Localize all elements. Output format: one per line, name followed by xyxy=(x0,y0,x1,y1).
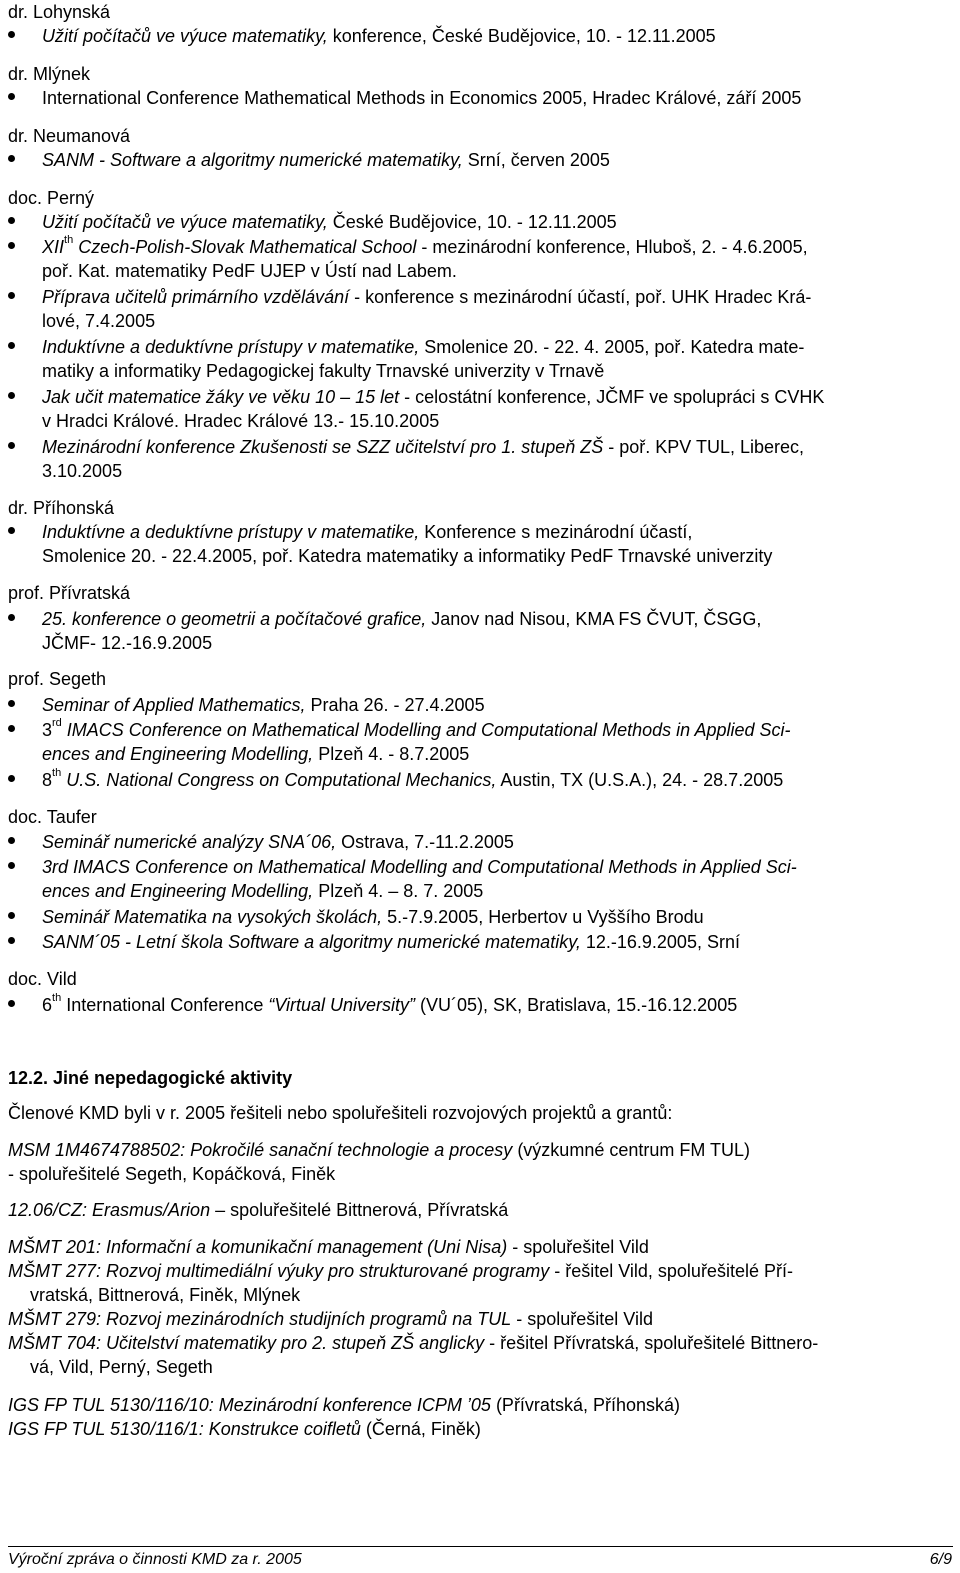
event-details: Plzeň 4. – 8. 7. 2005 xyxy=(313,881,484,901)
list-item xyxy=(42,607,954,655)
project-msmt-277 xyxy=(8,1259,953,1307)
list-item xyxy=(42,830,954,854)
project-igs-1 xyxy=(8,1417,953,1441)
bullet-icon xyxy=(8,775,15,782)
ordinal-suffix: th xyxy=(64,234,74,246)
list-item xyxy=(42,86,954,110)
event-details: Austin, TX (U.S.A.), 24. - 28.7.2005 xyxy=(496,770,784,790)
project-details: (výzkumné centrum FM TUL) xyxy=(512,1140,751,1160)
event-title: Užití počítačů ve výuce matematiky, xyxy=(42,26,328,46)
bullet-icon xyxy=(8,242,15,249)
person-name: doc. Perný xyxy=(8,188,95,208)
project-title: MŠMT 277: Rozvoj multimediální výuky pro strukturované programy xyxy=(8,1261,550,1281)
event-title: Seminář Matematika na vysokých školách, xyxy=(42,907,383,927)
list-item xyxy=(42,768,954,792)
event-details: 5.-7.9.2005, Herbertov u Vyššího Brodu xyxy=(382,907,704,927)
list-item xyxy=(42,285,954,333)
intro-text: Členové KMD byli v r. 2005 řešiteli nebo spoluřešiteli rozvojových projektů a grantů: xyxy=(8,1103,673,1123)
bullet-icon xyxy=(8,392,15,399)
list-item xyxy=(42,993,954,1017)
project-msm xyxy=(8,1138,953,1186)
list-item xyxy=(42,24,954,48)
list-item xyxy=(42,693,954,717)
project-msmt-201 xyxy=(8,1235,953,1259)
list-item xyxy=(42,210,954,234)
event-title: Příprava učitelů primárního vzdělávání xyxy=(42,287,350,307)
list-item xyxy=(42,385,954,433)
person-name: dr. Neumanová xyxy=(8,126,131,146)
project-details: (Přívratská, Příhonská) xyxy=(490,1395,680,1415)
ordinal-number: 6 xyxy=(42,995,53,1015)
list-item xyxy=(42,435,954,483)
event-details: 3.10.2005 xyxy=(42,461,123,481)
project-title: MŠMT 279: Rozvoj mezinárodních studijních programů na TUL xyxy=(8,1309,512,1329)
list-item xyxy=(42,905,954,929)
event-title: U.S. National Congress on Computational Mechanics, xyxy=(61,770,497,790)
event-details: International Conference xyxy=(61,995,269,1015)
bullet-icon xyxy=(8,862,15,869)
event-title: Czech-Polish-Slovak Mathematical School xyxy=(73,237,417,257)
event-details: České Budějovice, 10. - 12.11.2005 xyxy=(327,212,617,232)
project-details: vratská, Bittnerová, Finěk, Mlýnek xyxy=(30,1285,301,1305)
bullet-icon xyxy=(8,292,15,299)
event-details: International Conference Mathematical Methods in Economics 2005, Hradec Králové, září 2005 xyxy=(42,88,802,108)
event-title: ences and Engineering Modelling, xyxy=(42,744,314,764)
section-intro xyxy=(8,1101,953,1125)
event-details: Plzeň 4. - 8.7.2005 xyxy=(313,744,470,764)
event-details: 12.-16.9.2005, Srní xyxy=(580,932,740,952)
ordinal-suffix: th xyxy=(52,992,62,1004)
project-msmt-279 xyxy=(8,1307,953,1331)
project-details: - spoluřešitelé Segeth, Kopáčková, Finěk xyxy=(8,1164,336,1184)
bullet-icon xyxy=(8,442,15,449)
project-igs-10 xyxy=(8,1393,953,1417)
bullet-icon xyxy=(8,725,15,732)
event-details: Janov nad Nisou, KMA FS ČVUT, ČSGG, xyxy=(426,609,762,629)
project-details: (Černá, Finěk) xyxy=(360,1419,481,1439)
event-details: konference, České Budějovice, 10. - 12.11.2005 xyxy=(327,26,716,46)
event-details: - konference s mezinárodní účastí, poř. UHK Hradec Krá- xyxy=(349,287,812,307)
person-name: dr. Příhonská xyxy=(8,498,115,518)
event-details: - celostátní konference, JČMF ve spolupráci s CVHK xyxy=(399,387,825,407)
project-title: MŠMT 704: Učitelství matematiky pro 2. stupeň ZŠ anglicky xyxy=(8,1333,485,1353)
project-details: - řešitel Přívratská, spoluřešitelé Bittnero- xyxy=(484,1333,819,1353)
event-details: JČMF- 12.-16.9.2005 xyxy=(42,633,213,653)
project-title: MŠMT 201: Informační a komunikační management (Uni Nisa) xyxy=(8,1237,508,1257)
list-item xyxy=(42,718,954,766)
project-title: IGS FP TUL 5130/116/1: Konstrukce coifletů xyxy=(8,1419,361,1439)
event-title: Mezinárodní konference Zkušenosti se SZZ učitelství pro 1. stupeň ZŠ xyxy=(42,437,604,457)
bullet-icon xyxy=(8,700,15,707)
list-item xyxy=(42,855,954,903)
event-details: v Hradci Králové. Hradec Králové 13.- 15.10.2005 xyxy=(42,411,440,431)
bullet-icon xyxy=(8,342,15,349)
bullet-icon xyxy=(8,93,15,100)
event-details: Konference s mezinárodní účastí, xyxy=(419,522,693,542)
event-title: “Virtual University” xyxy=(268,995,416,1015)
person-name: doc. Taufer xyxy=(8,807,97,827)
event-title: Užití počítačů ve výuce matematiky, xyxy=(42,212,328,232)
ordinal-number: 8 xyxy=(42,770,53,790)
bullet-icon xyxy=(8,527,15,534)
project-details: – spoluřešitelé Bittnerová, Přívratská xyxy=(210,1200,509,1220)
list-item xyxy=(42,520,954,568)
project-msmt-704 xyxy=(8,1331,953,1379)
person-name: doc. Vild xyxy=(8,969,77,989)
project-title: 12.06/CZ: Erasmus/Arion xyxy=(8,1200,211,1220)
bullet-icon xyxy=(8,155,15,162)
project-erasmus xyxy=(8,1198,953,1222)
event-title: 25. konference o geometrii a počítačové grafice, xyxy=(42,609,427,629)
project-details: - spoluřešitel Vild xyxy=(511,1309,653,1329)
project-title: MSM 1M4674788502: Pokročilé sanační technologie a procesy xyxy=(8,1140,513,1160)
event-title: ences and Engineering Modelling, xyxy=(42,881,314,901)
bullet-icon xyxy=(8,937,15,944)
event-details: Praha 26. - 27.4.2005 xyxy=(305,695,485,715)
bullet-icon xyxy=(8,614,15,621)
person-name: dr. Mlýnek xyxy=(8,64,91,84)
event-details: (VU´05), SK, Bratislava, 15.-16.12.2005 xyxy=(415,995,738,1015)
event-title: Seminar of Applied Mathematics, xyxy=(42,695,306,715)
ordinal-suffix: rd xyxy=(52,717,62,729)
event-title: Jak učit matematice žáky ve věku 10 – 15 let xyxy=(42,387,400,407)
event-details: lové, 7.4.2005 xyxy=(42,311,156,331)
event-title: IMACS Conference on Mathematical Modelling and Computational Methods in Applied Sci- xyxy=(61,720,791,740)
project-details: - řešitel Vild, spoluřešitelé Pří- xyxy=(549,1261,793,1281)
event-title: Seminář numerické analýzy SNA´06, xyxy=(42,832,337,852)
ordinal-number: 3 xyxy=(42,720,53,740)
list-item xyxy=(42,148,954,172)
page-number: 6/9 xyxy=(929,1551,952,1568)
event-details: Ostrava, 7.-11.2.2005 xyxy=(336,832,514,852)
project-title: IGS FP TUL 5130/116/10: Mezinárodní konference ICPM ’05 xyxy=(8,1395,491,1415)
footer-divider xyxy=(8,1546,953,1547)
event-details: poř. Kat. matematiky PedF UJEP v Ústí nad Labem. xyxy=(42,261,457,281)
event-title: SANM - Software a algoritmy numerické matematiky, xyxy=(42,150,463,170)
project-details: - spoluřešitel Vild xyxy=(507,1237,649,1257)
event-details: matiky a informatiky Pedagogickej fakulty Trnavské univerzity v Trnavě xyxy=(42,361,605,381)
bullet-icon xyxy=(8,837,15,844)
event-details: Srní, červen 2005 xyxy=(462,150,610,170)
event-details: Smolenice 20. - 22. 4. 2005, poř. Katedra mate- xyxy=(419,337,805,357)
event-details: Smolenice 20. - 22.4.2005, poř. Katedra matematiky a informatiky PedF Trnavské univerzity xyxy=(42,546,773,566)
ordinal-suffix: th xyxy=(52,767,62,779)
event-details: - poř. KPV TUL, Liberec, xyxy=(603,437,805,457)
event-title: XII xyxy=(42,237,65,257)
list-item xyxy=(42,335,954,383)
list-item xyxy=(42,235,954,283)
event-title: SANM´05 - Letní škola Software a algoritmy numerické matematiky, xyxy=(42,932,581,952)
section-heading: 12.2. Jiné nepedagogické aktivity xyxy=(8,1068,293,1088)
person-name: dr. Lohynská xyxy=(8,2,111,22)
person-name: prof. Přívratská xyxy=(8,583,131,603)
event-title: Induktívne a deduktívne prístupy v matematike, xyxy=(42,337,420,357)
bullet-icon xyxy=(8,912,15,919)
bullet-icon xyxy=(8,1000,15,1007)
list-item xyxy=(42,930,954,954)
event-title: 3rd IMACS Conference on Mathematical Modelling and Computational Methods in Applied Sci- xyxy=(42,857,797,877)
bullet-icon xyxy=(8,31,15,38)
event-title: Induktívne a deduktívne prístupy v matematike, xyxy=(42,522,420,542)
person-name: prof. Segeth xyxy=(8,669,107,689)
bullet-icon xyxy=(8,217,15,224)
footer-title: Výroční zpráva o činnosti KMD za r. 2005 xyxy=(8,1551,302,1568)
event-details: - mezinárodní konference, Hluboš, 2. - 4.6.2005, xyxy=(416,237,808,257)
project-details: vá, Vild, Perný, Segeth xyxy=(30,1357,213,1377)
